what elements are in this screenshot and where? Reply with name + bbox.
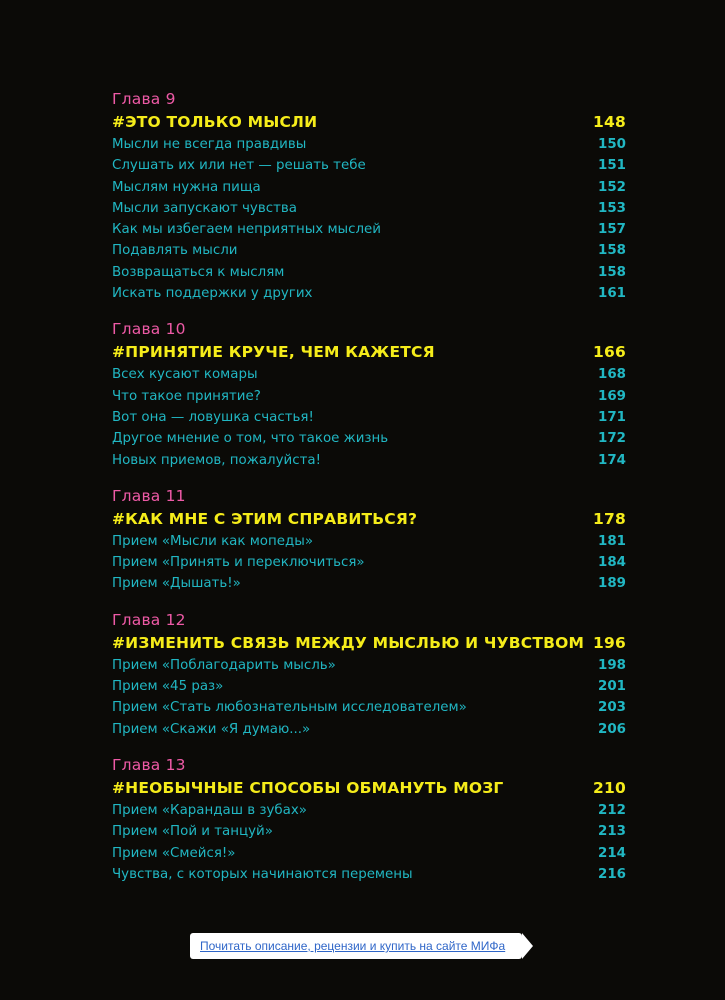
section-page: 151 (598, 158, 626, 174)
section-row (112, 386, 626, 407)
section-title: Как мы избегаем неприятных мыслей (112, 222, 381, 238)
buy-link[interactable]: Почитать описание, рецензии и купить на сайте МИФа (200, 939, 506, 953)
section-page: 152 (598, 179, 626, 195)
section-page: 198 (598, 657, 626, 673)
chapter-page: 178 (593, 509, 626, 528)
section-row (112, 134, 626, 155)
section-row (112, 450, 626, 471)
section-title: Подавлять мысли (112, 243, 238, 259)
section-page: 172 (598, 431, 626, 447)
chapter-page: 196 (593, 633, 626, 652)
section-row (112, 198, 626, 219)
chapter-page: 166 (593, 343, 626, 362)
section-title: Прием «Стать любознательным исследователем» (112, 700, 467, 716)
chapter-title: #ПРИНЯТИЕ КРУЧЕ, ЧЕМ КАЖЕТСЯ (112, 343, 435, 362)
chapter-title-row (112, 507, 626, 531)
section-page: 206 (598, 721, 626, 737)
section-page: 168 (598, 367, 626, 383)
section-title: Мысли не всегда правдивы (112, 137, 307, 152)
chapter-page: 148 (593, 113, 626, 131)
section-row (112, 697, 626, 718)
chapter-12 (112, 609, 626, 740)
chapter-title: #НЕОБЫЧНЫЕ СПОСОБЫ ОБМАНУТЬ МОЗГ (112, 778, 504, 797)
section-title: Прием «45 раз» (112, 679, 224, 695)
chapter-title-row (112, 110, 626, 134)
section-row (112, 573, 626, 594)
section-page: 189 (598, 576, 626, 592)
section-row (112, 676, 626, 697)
section-page: 157 (598, 222, 626, 238)
section-row (112, 283, 626, 304)
buy-link-banner[interactable] (190, 933, 522, 959)
section-row (112, 719, 626, 740)
section-row (112, 655, 626, 676)
section-title: Всех кусают комары (112, 367, 258, 383)
chapter-13 (112, 754, 626, 885)
section-title: Прием «Карандаш в зубах» (112, 802, 307, 818)
section-title: Мыслям нужна пища (112, 179, 261, 195)
section-title: Прием «Пой и танцуй» (112, 824, 273, 840)
section-page: 181 (598, 533, 626, 549)
section-row (112, 177, 626, 198)
section-title: Возвращаться к мыслям (112, 264, 285, 280)
section-page: 169 (598, 388, 626, 404)
section-row (112, 531, 626, 552)
section-row (112, 155, 626, 176)
section-title: Чувства, с которых начинаются перемены (112, 866, 413, 882)
chapter-label: Глава 13 (112, 755, 186, 774)
section-page: 153 (598, 200, 626, 216)
chapter-title: #ИЗМЕНИТЬ СВЯЗЬ МЕЖДУ МЫСЛЬЮ И ЧУВСТВОМ (112, 633, 585, 652)
section-page: 158 (598, 243, 626, 259)
section-page: 216 (598, 866, 626, 882)
section-title: Прием «Принять и переключиться» (112, 555, 365, 571)
section-row (112, 407, 626, 428)
section-page: 214 (598, 845, 626, 861)
section-row (112, 240, 626, 261)
section-title: Прием «Дышать!» (112, 576, 241, 592)
section-title: Прием «Смейся!» (112, 845, 236, 861)
section-row (112, 821, 626, 842)
section-title: Искать поддержки у других (112, 286, 313, 302)
section-title: Другое мнение о том, что такое жизнь (112, 431, 389, 447)
section-page: 213 (598, 824, 626, 840)
section-page: 174 (598, 452, 626, 468)
section-title: Прием «Мысли как мопеды» (112, 533, 314, 549)
section-row (112, 552, 626, 573)
section-page: 201 (598, 679, 626, 695)
section-title: Прием «Скажи «Я думаю...» (112, 721, 311, 737)
chapter-title-row (112, 776, 626, 800)
section-page: 203 (598, 700, 626, 716)
section-row (112, 428, 626, 449)
section-page: 150 (598, 137, 626, 152)
table-of-contents (112, 88, 626, 899)
section-page: 184 (598, 555, 626, 571)
section-title: Мысли запускают чувства (112, 200, 297, 216)
section-page: 158 (598, 264, 626, 280)
chapter-label: Глава 9 (112, 90, 176, 108)
section-page: 161 (598, 286, 626, 302)
section-title: Прием «Поблагодарить мысль» (112, 657, 336, 673)
section-row (112, 364, 626, 385)
chapter-label: Глава 10 (112, 320, 186, 339)
chapter-title-row (112, 340, 626, 364)
section-page: 212 (598, 802, 626, 818)
chapter-label: Глава 11 (112, 486, 186, 505)
section-row (112, 219, 626, 240)
chapter-title-row (112, 631, 626, 655)
chapter-10 (112, 318, 626, 470)
section-row (112, 262, 626, 283)
section-title: Слушать их или нет — решать тебе (112, 158, 366, 174)
chapter-title: #КАК МНЕ С ЭТИМ СПРАВИТЬСЯ? (112, 509, 418, 528)
section-title: Новых приемов, пожалуйста! (112, 452, 321, 468)
chapter-label: Глава 12 (112, 610, 186, 629)
section-row (112, 800, 626, 821)
section-title: Что такое принятие? (112, 388, 261, 404)
chapter-11 (112, 485, 626, 595)
section-title: Вот она — ловушка счастья! (112, 409, 314, 425)
section-page: 171 (598, 409, 626, 425)
chapter-9 (112, 88, 626, 304)
chapter-page: 210 (593, 778, 626, 797)
chapter-title: #ЭТО ТОЛЬКО МЫСЛИ (112, 113, 318, 131)
section-row (112, 864, 626, 885)
section-row (112, 843, 626, 864)
